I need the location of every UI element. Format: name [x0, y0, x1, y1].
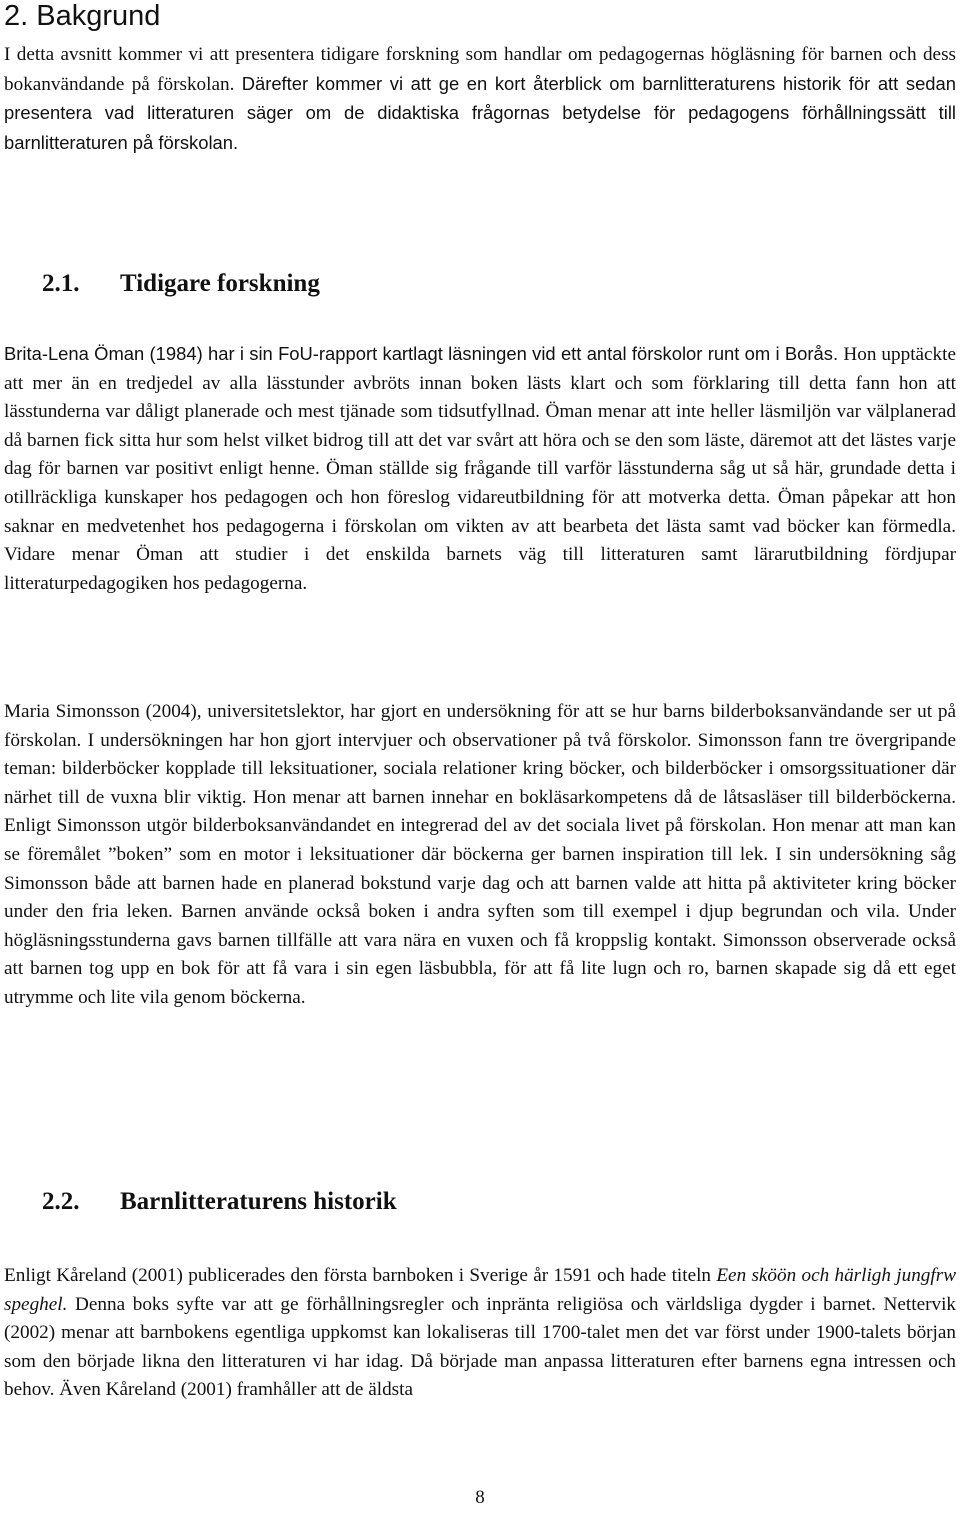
kareland-text-a: Enligt Kåreland (2001) publicerades den första barnboken i Sverige år 1591 och hade titeln	[4, 1265, 717, 1286]
paragraph-oman	[4, 340, 956, 598]
intro-paragraph	[4, 41, 956, 158]
chapter-heading: 2. Bakgrund	[4, 0, 161, 32]
intro-sentence-1: I detta avsnitt kommer vi att presentera tidigare forskning som handlar om pedagogernas högläsning för barnen och dess bokanvändande på förskolan.	[4, 44, 956, 95]
book-title: Een sköön och härligh jungfrw speghel.	[4, 1265, 956, 1315]
section-title: Barnlitteraturens historik	[120, 1188, 397, 1215]
intro-sentence-2: Därefter kommer vi att ge en kort återblick om barnlitteraturens historik för att sedan presentera vad litteraturen säger om de didaktiska frågornas betydelse för pedagogens förhållningssätt till barnlitteraturen på förskolan.	[4, 72, 956, 153]
page-number: 8	[475, 1487, 485, 1508]
kareland-text-b: Denna boks syfte var att ge förhållningsregler och inpränta religiösa och världsliga dygder i barnet. Nettervik (2002) menar att barnbokens egentliga uppkomst kan lokaliseras till 1700-talet men det var först under 1900-talets början som den började likna den litteraturen vi har idag. Då började man anpassa litteraturen efter barnens egna intressen och behov. Även Kåreland (2001) framhåller att de äldsta	[4, 1293, 956, 1401]
oman-sentence-1: Brita-Lena Öman (1984) har i sin FoU-rapport kartlagt läsningen vid ett antal förskolor runt om i Borås.	[4, 343, 844, 364]
section-heading-2-1	[42, 267, 320, 301]
oman-body: Hon upptäckte att mer än en tredjedel av alla lässtunder avbröts innan boken lästs klart och som förklaring till detta fann hon att lässtunderna var dåligt planerade och mest tjänade som tidsutfyllnad. Öman menar att inte heller läsmiljön var välplanerad då barnen fick sitta hur som helst vilket bidrog till att det var svårt att höra och se den som läste, däremot att det lästes varje dag för barnen var positivt enligt henne. Öman ställde sig frågande till varför lässtunderna såg ut så här, grundade detta i otillräckliga kunskaper hos pedagogen och hon föreslog vidareutbildning för att motverka detta. Öman påpekar att hon saknar en medvetenhet hos pedagogerna i förskolan om vikten av att bearbeta det lästa samt vad böcker kan förmedla. Vidare menar Öman att studier i det enskilda barnets väg till litteraturen samt lärarutbildning fördjupar litteraturpedagogiken hos pedagogerna.	[4, 344, 956, 594]
section-number: 2.1.	[42, 270, 80, 297]
section-title: Tidigare forskning	[120, 270, 320, 297]
paragraph-simonsson: Maria Simonsson (2004), universitetslektor, har gjort en undersökning för att se hur barns bilderboksanvändande ser ut på förskolan. I undersökningen har hon gjort intervjuer och observationer på två förskolor. Simonsson fann tre övergripande teman: bilderböcker kopplade till leksituationer, sociala relationer kring böcker, och bilderböcker i omsorgssituationer där närhet till de vuxna blir viktig. Hon menar att barnen innehar en bokläsarkompetens då de låtsasläser till bilderböckerna. Enligt Simonsson utgör bilderboksanvändandet en integrerad del av det sociala livet på förskolan. Hon menar att man kan se föremålet ”boken” som en motor i leksituationer där böckerna ger barnen inspiration till lek. I sin undersökning såg Simonsson både att barnen hade en planerad bokstund varje dag och att barnen valde att hitta på aktiviteter kring böcker under den fria leken. Barnen använde också boken i andra syften som till exempel i djup begrundan och vila. Under högläsningsstunderna gavs barnen tillfälle att vara nära en vuxen och få kroppslig kontakt. Simonsson observerade också att barnen tog upp en bok för att få vara i sin egen läsbubbla, för att få lite lugn och ro, barnen skapade sig då ett eget utrymme och lite vila genom böckerna.	[4, 701, 956, 1008]
section-number: 2.2.	[42, 1188, 80, 1215]
section-heading-2-2	[42, 1185, 397, 1219]
paragraph-kareland	[4, 1262, 956, 1405]
